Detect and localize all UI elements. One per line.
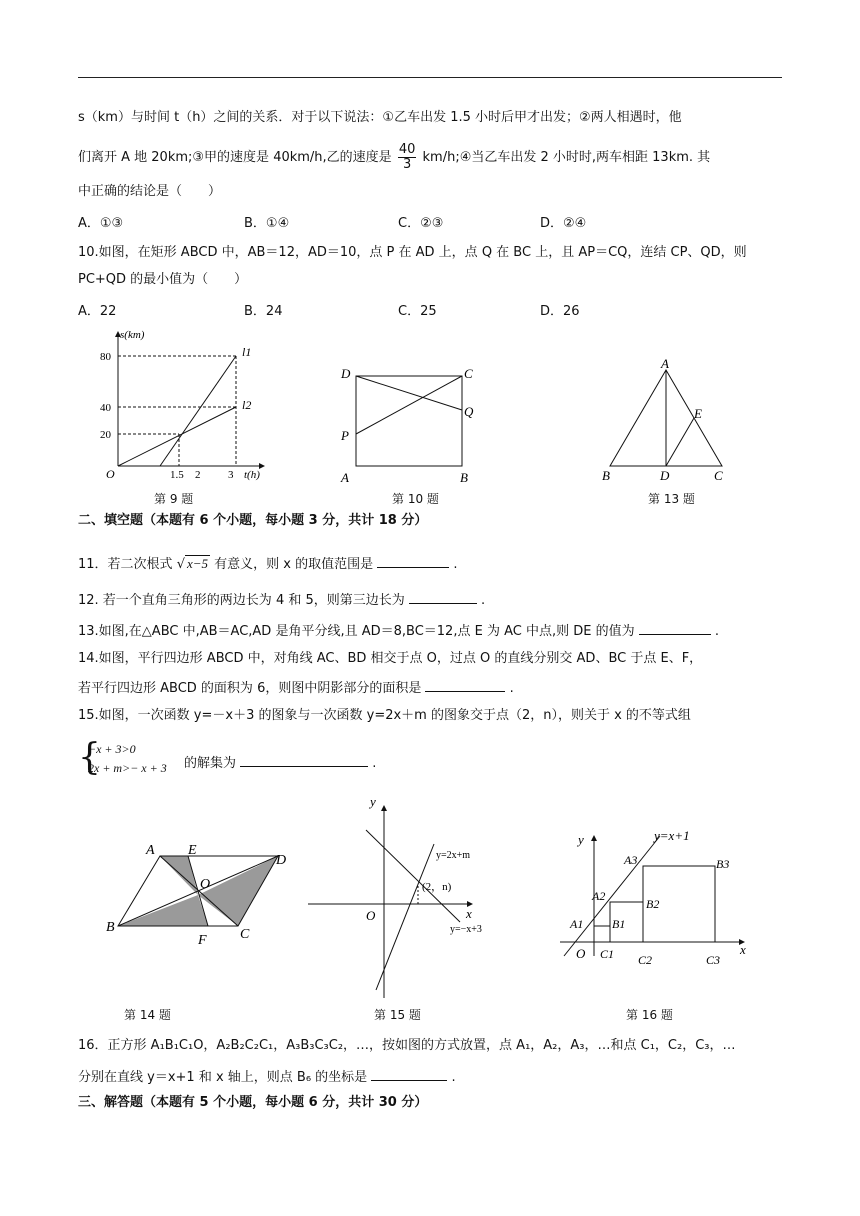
fig9-caption: 第 9 题	[154, 492, 194, 506]
fig15-label-y: y	[370, 794, 376, 809]
q11-radicand: x−5	[186, 556, 209, 571]
fig14-label-o: O	[200, 877, 211, 892]
fig16-label-y: y	[578, 832, 584, 847]
q10-line1: 10.如图，在矩形 ABCD 中，AB＝12，AD＝10，点 P 在 AD 上，点 Q 在 BC 上，且 AP＝CQ，连结 CP、QD，则	[78, 245, 747, 260]
q16-line2	[78, 1066, 456, 1088]
fig14-label-b: B	[106, 920, 115, 935]
header-rule	[78, 77, 782, 78]
q15-line2	[184, 752, 376, 774]
q10-option-b: B．24	[244, 304, 283, 319]
shaded-triangle-bottom	[118, 895, 208, 926]
figure-9	[100, 326, 280, 486]
q10-line2: PC+QD 的最小值为（ ）	[78, 272, 248, 287]
figure-14	[100, 838, 300, 956]
line-2x-plus-m	[376, 844, 434, 990]
q13-text: 13.如图,在△ABC 中,AB＝AC,AD 是角平分线,且 AD＝8,BC＝12,点 E 为 AC 中点,则 DE 的值为	[78, 624, 635, 639]
q15-end: .	[372, 756, 377, 771]
fig16-label-line: y=x+1	[654, 828, 690, 843]
fig9-label-l2: l2	[242, 398, 252, 412]
fig15-label-neg-x-3: y=−x+3	[450, 924, 482, 935]
q9-frac-num: 40	[398, 142, 416, 157]
q9-line3: 中正确的结论是（ ）	[78, 184, 222, 199]
fig9-xlabel: t(h)	[244, 469, 260, 481]
fig13-label-b: B	[602, 468, 610, 483]
fig10-label-a: A	[341, 470, 349, 485]
q11-pre: 11．若二次根式	[78, 557, 173, 572]
q16-line2-text: 分别在直线 y＝x+1 和 x 轴上，则点 B₆ 的坐标是	[78, 1070, 368, 1085]
fig15-caption: 第 15 题	[374, 1008, 421, 1022]
figure-13	[596, 356, 736, 486]
fig16-label-a1: A1	[570, 917, 584, 931]
section2-heading: 二、填空题（本题有 6 个小题，每小题 3 分，共计 18 分）	[78, 513, 428, 528]
fig13-label-d: D	[660, 468, 670, 483]
fig9-label-l1: l1	[242, 345, 252, 359]
q16-end: .	[451, 1070, 456, 1085]
fig9-ylabel: s(km)	[120, 329, 145, 341]
fig16-caption: 第 16 题	[626, 1008, 673, 1022]
q15-answer-blank[interactable]	[240, 752, 368, 767]
q14-line1: 14.如图，平行四边形 ABCD 中，对角线 AC、BD 相交于点 O，过点 O 的直线分别交 AD、BC 于点 E、F，	[78, 651, 703, 666]
q11	[78, 553, 458, 575]
q14-end: .	[509, 681, 514, 696]
q16-answer-blank[interactable]	[371, 1066, 447, 1081]
q15-sys1: −x + 3>0	[88, 742, 136, 756]
fig10-label-d: D	[341, 366, 351, 381]
q9-option-a: A．①③	[78, 216, 124, 231]
fig16-label-a2: A2	[592, 889, 606, 903]
q12-end: .	[481, 593, 486, 608]
segment-de	[666, 418, 694, 466]
section3-heading: 三、解答题（本题有 5 个小题，每小题 6 分，共计 30 分）	[78, 1095, 428, 1110]
q11-end: .	[453, 557, 458, 572]
fig13-caption: 第 13 题	[648, 492, 695, 506]
fig10-label-b: B	[460, 470, 468, 485]
q13	[78, 620, 719, 642]
q10-option-c: C．25	[398, 304, 437, 319]
fig14-label-c: C	[240, 927, 250, 942]
shaded-triangle-top	[160, 856, 198, 895]
figure-10	[336, 360, 486, 490]
q10-option-d: D．26	[540, 304, 580, 319]
fig9-ytick-20: 20	[100, 429, 111, 441]
fig9-xtick-15: 1.5	[170, 469, 184, 481]
fig15-label-point: (2，n)	[422, 881, 452, 893]
fig16-label-x: x	[740, 942, 746, 957]
fig16-label-b3: B3	[716, 857, 730, 871]
q15-post: 的解集为	[184, 756, 237, 771]
q9-frac-den: 3	[402, 157, 412, 172]
q9-option-d: D．②④	[540, 216, 587, 231]
q14-line2-text: 若平行四边形 ABCD 的面积为 6，则图中阴影部分的面积是	[78, 681, 422, 696]
fig10-label-p: P	[341, 428, 349, 443]
fig14-label-d: D	[276, 853, 287, 868]
fig10-label-q: Q	[464, 404, 474, 419]
q9-line2	[78, 143, 710, 172]
fig13-label-e: E	[694, 406, 702, 421]
fig16-label-a3: A3	[624, 853, 638, 867]
line-x-plus-1	[564, 836, 660, 956]
square-1	[594, 926, 610, 942]
fig14-label-e: E	[188, 843, 197, 858]
q16-line1: 16．正方形 A₁B₁C₁O，A₂B₂C₂C₁，A₃B₃C₃C₂，…，按如图的方式放置，点 A₁，A₂，A₃，…和点 C₁，C₂，C₃，…	[78, 1038, 736, 1053]
fig10-caption: 第 10 题	[392, 492, 439, 506]
q11-post: 有意义，则 x 的取值范围是	[214, 557, 374, 572]
q9-line2-a: 们离开 A 地 20km;③甲的速度是 40km/h,乙的速度是	[78, 150, 392, 165]
line-neg-x-plus-3	[366, 830, 460, 922]
fig16-label-c3: C3	[706, 953, 721, 967]
q11-radical: √ x−5	[176, 556, 209, 572]
q12-text: 12. 若一个直角三角形的两边长为 4 和 5，则第三边长为	[78, 593, 405, 608]
fig16-label-b2: B2	[646, 897, 660, 911]
fig13-label-c: C	[714, 468, 723, 483]
q13-answer-blank[interactable]	[639, 620, 711, 635]
q13-end: .	[714, 624, 719, 639]
fig15-label-o: O	[366, 908, 376, 923]
q9-option-b: B．①④	[244, 216, 290, 231]
fig16-label-b1: B1	[612, 917, 626, 931]
fig15-label-x: x	[466, 906, 472, 921]
q9-line2-b: km/h;④当乙车出发 2 小时时,两车相距 13km. 其	[422, 150, 711, 165]
q12-answer-blank[interactable]	[409, 589, 477, 604]
line-l1	[160, 356, 236, 466]
q12	[78, 589, 485, 611]
fig9-xtick-2: 2	[195, 469, 201, 481]
rectangle-abcd	[356, 376, 462, 466]
line-l2	[118, 407, 236, 466]
q14-answer-blank[interactable]	[425, 677, 505, 692]
q9-option-c: C．②③	[398, 216, 444, 231]
fig16-label-o: O	[576, 946, 586, 961]
q15-sys2: 2x + m>− x + 3	[88, 761, 167, 775]
q10-option-a: A．22	[78, 304, 117, 319]
fig13-label-a: A	[661, 356, 669, 371]
fig14-caption: 第 14 题	[124, 1008, 171, 1022]
q14-line2	[78, 677, 514, 699]
figure-15	[306, 794, 506, 1000]
fig16-label-c2: C2	[638, 953, 653, 967]
fig15-label-2x-m: y=2x+m	[436, 850, 471, 861]
q9-line1: s（km）与时间 t（h）之间的关系．对于以下说法：①乙车出发 1.5 小时后甲才出发；②两人相遇时，他	[78, 110, 682, 125]
q15-line1: 15.如图，一次函数 y=－x＋3 的图象与一次函数 y=2x＋m 的图象交于点（2，n），则关于 x 的不等式组	[78, 708, 691, 723]
q15-brace: {	[78, 737, 101, 778]
q11-answer-blank[interactable]	[377, 553, 449, 568]
fig9-ytick-40: 40	[100, 402, 111, 414]
figure-16	[556, 824, 756, 974]
q9-fraction	[398, 143, 417, 172]
fig14-label-f: F	[198, 933, 207, 948]
fig9-ytick-80: 80	[100, 351, 111, 363]
fig9-xtick-3: 3	[228, 469, 234, 481]
fig16-label-c1: C1	[600, 947, 615, 961]
fig14-label-a: A	[146, 843, 155, 858]
fig9-origin: O	[106, 467, 115, 481]
fig10-label-c: C	[464, 366, 473, 381]
